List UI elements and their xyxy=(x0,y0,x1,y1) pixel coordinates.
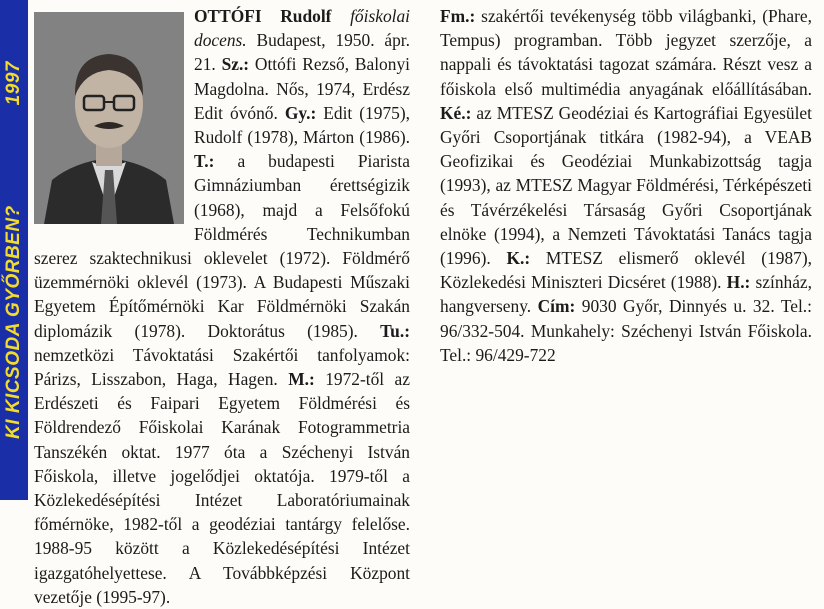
birth-info: Budapest, 1950. ápr. 21. xyxy=(194,30,410,75)
hobbies-label: H.: xyxy=(726,272,751,293)
parents-label: Sz.: xyxy=(221,54,250,75)
hobbies-text: színház, hangverseny. xyxy=(440,272,812,317)
main-works-label: Fm.: xyxy=(440,6,476,26)
public-roles-text: az MTESZ Geodéziai és Kartográfiai Egyesület Győri Csoportjának titkára (1982-94), a VEAB Geofizikai és Geodéziai Munkabizottság tagja (1993), az MTESZ Magyar Földmérési, Térképészeti és Távérzékelési Társaság Győri Csoportjának elnöke (1994), a Nemzeti Távoktatási Tanács tagja (1996). xyxy=(440,102,812,269)
awards-text: MTESZ elismerő oklevél (1987), Közlekedési Miniszteri Dicséret (1988). xyxy=(440,248,812,293)
parents-text: Ottófi Rezső, Balonyi Magdolna. Nős, 1974, Erdész Edit óvónő. xyxy=(194,54,410,123)
work-label: M.: xyxy=(288,369,315,390)
entry-column-right xyxy=(440,4,812,367)
sidebar-title xyxy=(3,61,25,439)
main-works-text: szakértői tevékenység több világbanki, (Phare, Tempus) programban. Több jegyzet szerzője, a nappali és távoktatási tagozat számára. Részt vesz a főiskola első multimédia anyagának előállításában. xyxy=(440,6,812,99)
awards-label: K.: xyxy=(506,248,531,269)
person-title: főiskolai docens. xyxy=(194,6,410,51)
series-year: 1997 xyxy=(3,61,24,106)
education-label: T.: xyxy=(194,151,215,172)
studies-label: Tu.: xyxy=(380,320,410,341)
children-text: Edit (1975), Rudolf (1978), Márton (1986). xyxy=(194,102,410,148)
work-text: 1972-től az Erdészeti és Faipari Egyetem Földmérési és Földrendező Főiskolai Karának Fotogrammetria Tanszékén oktat. 1977 óta a Széchenyi István Főiskola, illetve jogelődjei oktatója. 1979-től a Közlekedésépítési Intézet Laboratóriumainak főmérnöke, 1982-től a geodéziai tantárgy felelőse. 1988-95 között a Közlekedésépítési Intézet igazgatóhelyettese. A Továbbképzési Központ vezetője (1995-97). xyxy=(34,369,410,607)
children-label: Gy.: xyxy=(284,102,317,123)
address-label: Cím: xyxy=(537,296,576,317)
series-title: KI KICSODA GYŐRBEN? xyxy=(3,205,24,439)
portrait-photo xyxy=(34,12,184,224)
education-text: a budapesti Piarista Gimnáziumban érettségizik (1968), majd a Felsőfokú Földmérés Technikumban szerez szaktechnikusi oklevelet (1972). Földmérő üzemmérnöki oklevél (1973). A Budapesti Műszaki Egyetem Építőmérnöki Kar Földmérnöki Szakán diplomázik (1978). Doktorátus (1985). xyxy=(34,151,410,341)
sidebar-banner xyxy=(0,0,28,500)
person-name: OTTÓFI Rudolf xyxy=(194,6,332,26)
studies-text: nemzetközi Távoktatási Szakértői tanfolyamok: Párizs, Lisszabon, Haga, Hagen. xyxy=(34,344,410,390)
portrait-illustration xyxy=(34,12,184,224)
public-roles-label: Ké.: xyxy=(440,102,472,123)
address-text: 9030 Győr, Dinnyés u. 32. Tel.: 96/332-504. Munkahely: Széchenyi István Főiskola. Tel.: 96/429-722 xyxy=(440,296,812,365)
entry-column-left xyxy=(34,4,410,609)
biography-right xyxy=(440,4,812,367)
